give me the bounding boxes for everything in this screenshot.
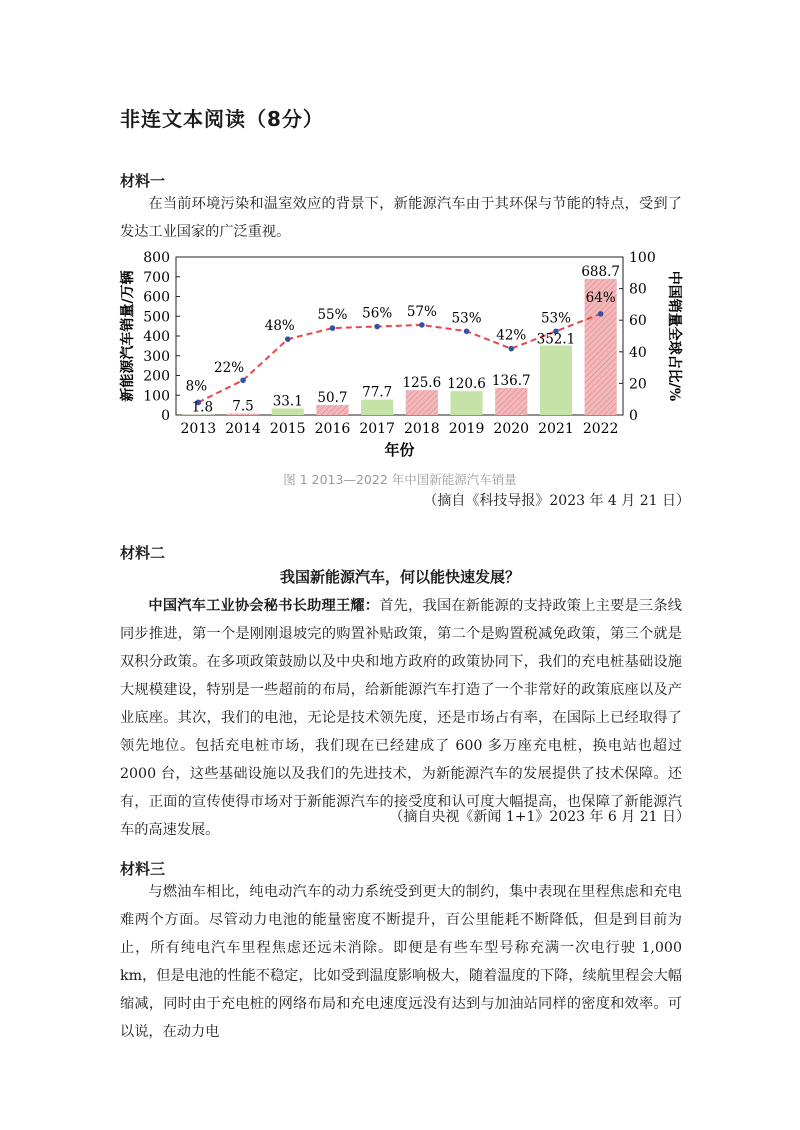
y2-tick-label: 40	[629, 344, 647, 361]
bar-value-label: 77.7	[362, 384, 393, 401]
x-tick-label: 2015	[269, 421, 306, 437]
y2-tick-label: 80	[629, 281, 647, 298]
x-axis-title: 年份	[384, 441, 415, 459]
share-percent-label: 53%	[540, 310, 571, 327]
sales-chart	[118, 250, 698, 465]
share-point-2019	[464, 328, 470, 334]
bar-2016	[316, 405, 348, 415]
bar-2017	[361, 400, 393, 415]
y-tick-label: 400	[143, 329, 170, 345]
y-tick-label: 300	[143, 348, 170, 365]
share-point-2018	[419, 322, 425, 328]
share-percent-label: 22%	[214, 360, 245, 377]
y2-tick-label: 20	[629, 376, 647, 393]
bar-value-label: 136.7	[491, 373, 531, 390]
x-tick-label: 2018	[404, 421, 440, 437]
share-percent-label: 42%	[496, 327, 527, 344]
share-percent-label: 55%	[317, 307, 348, 324]
bar-value-label: 1.8	[191, 399, 214, 416]
y-tick-label: 700	[143, 269, 170, 286]
bar-2020	[495, 388, 527, 415]
material1-source: （摘自《科技导报》2023 年 4 月 21 日）	[423, 493, 690, 509]
share-percent-label: 64%	[585, 289, 616, 306]
material1-paragraph: 在当前环境污染和温室效应的背景下，新能源汽车由于其环保与节能的特点，受到了发达工业国家的广泛重视。	[120, 196, 682, 240]
page-title: 非连文本阅读（8分）	[120, 107, 324, 131]
bar-value-label: 688.7	[581, 263, 620, 280]
material2-source: （摘自央视《新闻 1+1》2023 年 6 月 21 日）	[389, 809, 690, 825]
share-percent-label: 48%	[264, 318, 295, 335]
share-percent-label: 57%	[406, 303, 437, 320]
x-tick-label: 2022	[582, 421, 619, 437]
x-tick-label: 2016	[314, 421, 351, 437]
share-percent-label: 8%	[185, 378, 208, 395]
y-axis-title: 新能源汽车销量/万辆	[120, 270, 136, 402]
share-point-2015	[285, 336, 291, 342]
y2-tick-label: 60	[629, 313, 647, 330]
share-point-2016	[330, 325, 336, 331]
y-tick-label: 500	[143, 309, 170, 326]
material1-heading: 材料一	[120, 172, 166, 190]
bar-value-label: 33.1	[272, 393, 303, 410]
bar-value-label: 125.6	[402, 375, 442, 392]
y-tick-label: 600	[143, 289, 170, 306]
x-tick-label: 2013	[180, 421, 217, 437]
y-tick-label: 800	[143, 250, 170, 266]
share-point-2017	[374, 324, 380, 330]
y2-tick-label: 100	[629, 250, 656, 266]
article-title: 我国新能源汽车，何以能快速发展？	[279, 568, 520, 586]
x-tick-label: 2019	[448, 421, 485, 437]
x-tick-label: 2020	[493, 421, 530, 437]
speaker-label: 中国汽车工业协会秘书长助理王耀：	[148, 598, 380, 614]
material3-paragraph: 与燃油车相比，纯电动汽车的动力系统受到更大的制约，集中表现在里程焦虑和充电难两个方面。尽管动力电池的能量密度不断提升，百公里能耗不断降低，但是到目前为止，所有纯电汽车里程焦虑还远未消除。即便是有些车型号称充满一次电行驶 1,000 km，但是电池的性能不稳定，比如受到温度影响极大，随着温度的下降，续航里程会大幅缩减，同时由于充电桩的网络布局和充电速度远没有达到与加油站同样的密度和效率。可以说，在动力电	[120, 884, 682, 1040]
material2-text: 首先，我国在新能源的支持政策上主要是三条线同步推进，第一个是刚刚退坡完的购置补贴政策，第二个是购置税减免政策，第三个就是双积分政策。在多项政策鼓励以及中央和地方政府的政策协同下，我们的充电桩基础设施大规模建设，特别是一些超前的布局，给新能源汽车打造了一个非常好的政策底座以及产业底座。其次，我们的电池，无论是技术领先度，还是市场占有率，在国际上已经取得了领先地位。包括充电桩市场，我们现在已经建成了 600 多万座充电桩，换电站也超过 2000 台，这些基础设施以及我们的先进技术，为新能源汽车的发展提供了技术保障。还有，正面的宣传使得市场对于新能源汽车的接受度和认可度大幅提高，也保障了新能源汽车的高速发展。	[120, 598, 682, 838]
bar-2018	[406, 390, 438, 415]
share-point-2020	[508, 346, 514, 352]
share-point-2022	[598, 311, 604, 317]
bar-value-label: 50.7	[317, 389, 348, 406]
material2-heading: 材料二	[120, 544, 166, 562]
bar-2019	[450, 391, 482, 415]
y2-axis-title: 中国销量全球占比/%	[666, 270, 682, 402]
y-tick-label: 200	[143, 368, 170, 385]
share-percent-label: 53%	[451, 310, 482, 327]
share-point-2014	[240, 377, 246, 383]
chart-caption: 图 1 2013—2022 年中国新能源汽车销量	[283, 472, 517, 487]
bar-2021	[540, 345, 572, 415]
x-tick-label: 2014	[225, 421, 261, 437]
y2-tick-label: 0	[629, 408, 638, 424]
share-percent-label: 56%	[362, 305, 393, 322]
x-tick-label: 2017	[359, 421, 395, 437]
bar-value-label: 352.1	[536, 331, 576, 348]
x-tick-label: 2021	[538, 421, 574, 437]
y-tick-label: 0	[161, 408, 170, 424]
y-tick-label: 100	[143, 388, 170, 405]
material3-heading: 材料三	[120, 860, 166, 878]
bar-value-label: 120.6	[447, 376, 486, 393]
bar-value-label: 7.5	[232, 398, 254, 415]
